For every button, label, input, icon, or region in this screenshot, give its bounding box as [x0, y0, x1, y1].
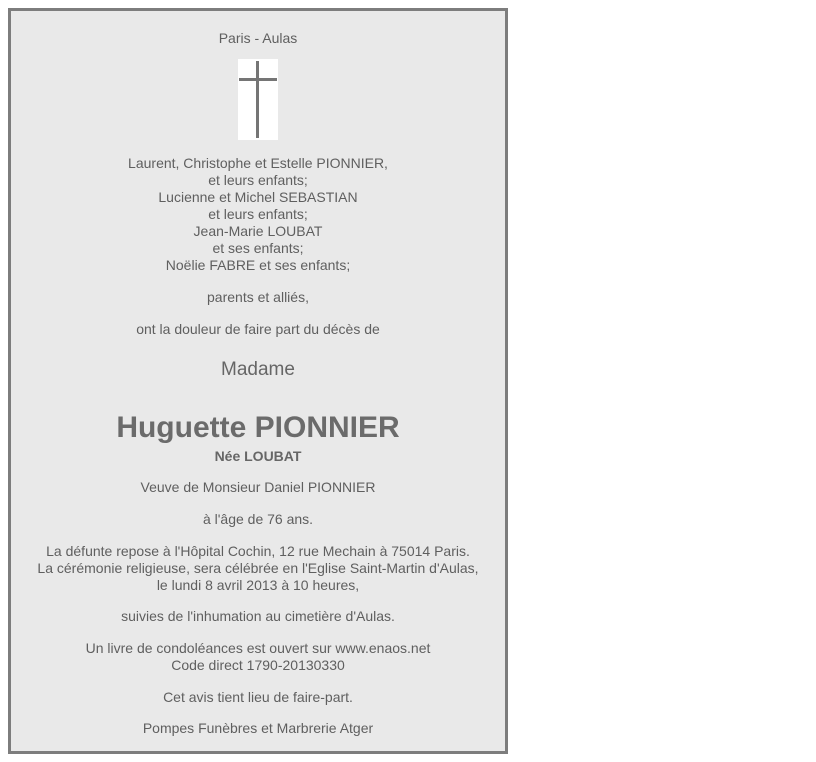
ceremony-line: La défunte repose à l'Hôpital Cochin, 12 rue Mechain à 75014 Paris. [46, 543, 470, 559]
location-header: Paris - Aulas [218, 30, 298, 46]
notice-replaces-line: Cet avis tient lieu de faire-part. [163, 689, 353, 705]
relatives-line: parents et alliés, [207, 289, 309, 305]
ceremony-line: le lundi 8 avril 2013 à 10 heures, [156, 577, 360, 593]
family-line: et ses enfants; [212, 240, 304, 256]
age-line: à l'âge de 76 ans. [202, 511, 314, 527]
latin-cross-icon [238, 59, 278, 140]
obituary-notice [8, 8, 508, 754]
ceremony-line: La cérémonie religieuse, sera célébrée en l'Eglise Saint-Martin d'Aulas, [37, 560, 479, 576]
condolences-line: Un livre de condoléances est ouvert sur www.enaos.net [85, 640, 431, 656]
burial-line: suivies de l'inhumation au cimetière d'Aulas. [121, 608, 395, 624]
family-line: Noëlie FABRE et ses enfants; [165, 257, 351, 273]
funeral-home: Pompes Funèbres et Marbrerie Atger [142, 720, 374, 736]
family-line: Jean-Marie LOUBAT [193, 223, 323, 239]
widow-of-line: Veuve de Monsieur Daniel PIONNIER [140, 479, 376, 495]
family-line: et leurs enfants; [208, 172, 308, 188]
family-line: Laurent, Christophe et Estelle PIONNIER, [128, 155, 388, 171]
family-line: Lucienne et Michel SEBASTIAN [158, 189, 358, 205]
condolences-code: Code direct 1790-20130330 [171, 657, 345, 673]
maiden-name: Née LOUBAT [214, 448, 302, 464]
deceased-title: Madame [221, 359, 295, 380]
family-line: et leurs enfants; [208, 206, 308, 222]
announcement-line: ont la douleur de faire part du décès de [136, 321, 380, 337]
deceased-name: Huguette PIONNIER [116, 411, 400, 444]
